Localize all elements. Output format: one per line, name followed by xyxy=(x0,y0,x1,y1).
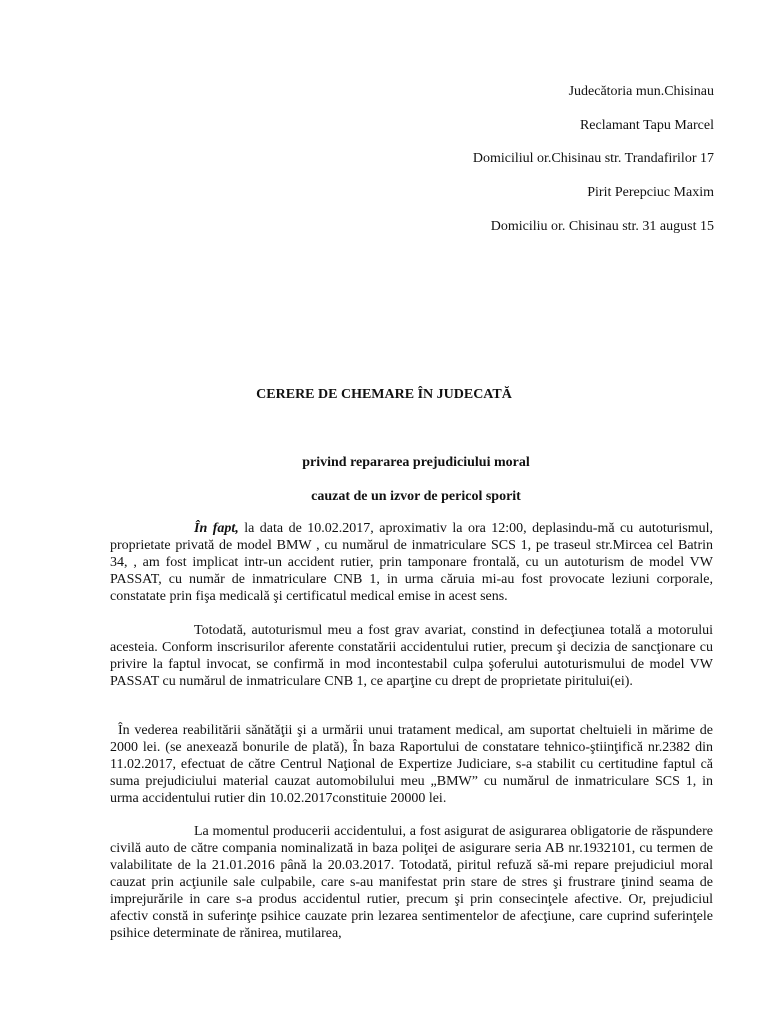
defendant-address: Domiciliu or. Chisinau str. 31 august 15 xyxy=(490,219,714,234)
paragraph-costs: În vederea reabilitării sănătăţii şi a urmării unui tratament medical, am suportat cheltuieli in mărime de 2000 lei. (se anexează bonurile de plată), În baza Raportului de constatare tehnico-ştiinţifică nr.2382 din 11.02.2017, efectuat de către Centrul Naţional de Expertize Judiciare, s-a stabilit cu certitudine faptul că suma prejudiciului material cauzat automobilului meu „BMW” cu numărul de inmatriculare SCS 1, in urma accidentului rutier din 10.02.2017constituie 20000 lei. xyxy=(110,723,713,806)
paragraph-facts-text: la data de 10.02.2017, aproximativ la ora 12:00, deplasindu-mă cu autoturismul, proprietate privată de model BMW , cu numărul de inmatriculare SCS 1, pe traseul str.Mircea cel Batrin 34, , am fost implicat intr-un accident rutier, prin tamponare frontală, cu un autoturism de model VW PASSAT, cu număr de inmatriculare CNB 1, in urma căruia mi-au fost provocate leziuni corporale, constatate prin fişa medicală şi certificatul medical emise in acest sens. xyxy=(110,521,713,604)
paragraph-facts xyxy=(110,520,713,605)
paragraph-damage: Totodată, autoturismul meu a fost grav avariat, constind in defecţiunea totală a motorului acesteia. Conform inscrisurilor aferente constatării accidentului rutier, precum şi decizia de sancţionare cu privire la faptul invocat, se confirmă in mod incontestabil culpa şoferului autoturismului de model VW PASSAT cu numărul de inmatriculare CNB 1, ce aparţine cu drept de proprietate piritului(ei). xyxy=(110,623,713,689)
plaintiff-address: Domiciliul or.Chisinau str. Trandafirilor 17 xyxy=(472,151,714,166)
court-name: Judecătoria mun.Chisinau xyxy=(568,84,714,99)
document-title: CERERE DE CHEMARE ÎN JUDECATĂ xyxy=(256,387,512,402)
paragraph-insurance: La momentul producerii accidentului, a fost asigurat de asigurarea obligatorie de răspundere civilă auto de către compania nominalizată in baza poliţei de asigurare seria AB nr.1932101, cu termen de valabilitate de la 21.01.2016 până la 20.03.2017. Totodată, piritul refuză să-mi repare prejudiciul moral cauzat prin acţiunile sale culpabile, care s-au manifestat prin stare de stres şi frustrare ţinind seama de imprejurările in care s-a produs accidentul rutier, precum şi prin consecinţele afective. Or, prejudiciul afectiv constă in suferinţe psihice cauzate prin lezarea sentimentelor de afecţiune, care cuprind suferinţele psihice determinate de rănirea, mutilarea, xyxy=(110,824,713,941)
paragraph-facts-lead: În fapt, xyxy=(194,521,239,536)
plaintiff-name: Reclamant Tapu Marcel xyxy=(579,118,714,133)
document-subtitle-1: privind repararea prejudiciului moral xyxy=(302,455,530,470)
document-subtitle-2: cauzat de un izvor de pericol sporit xyxy=(311,489,521,504)
defendant-name: Pirit Perepciuc Maxim xyxy=(587,185,714,200)
